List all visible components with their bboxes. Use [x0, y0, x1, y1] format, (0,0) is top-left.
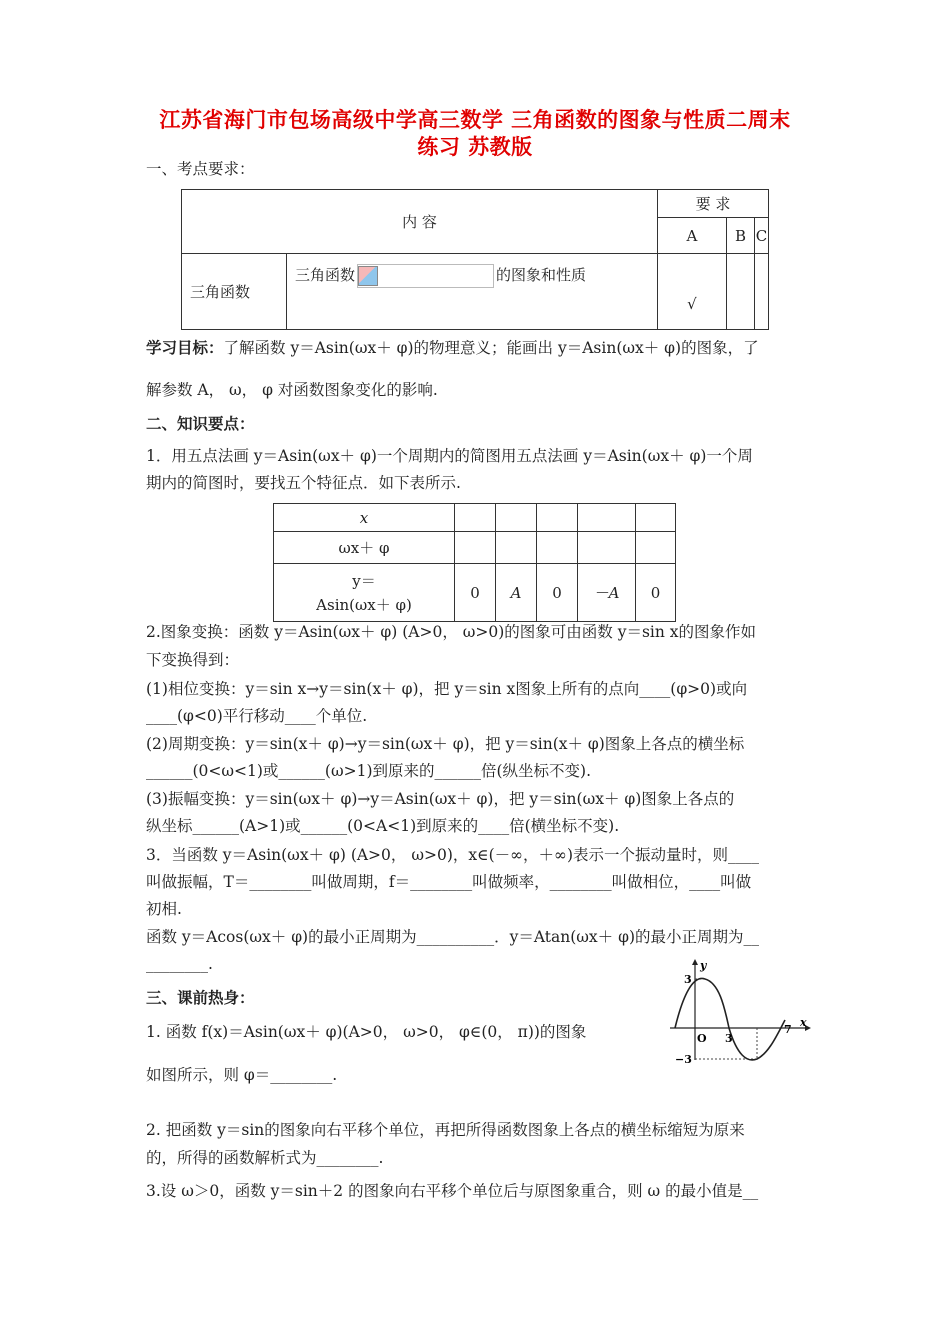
cell-x-3 — [537, 504, 578, 532]
s2-p2-line1: 2.图象变换：函数 y＝Asin(ωx＋ φ) (A>0， ω>0)的图象可由函数 y＝sin x的图象作如 — [146, 623, 757, 641]
section3-heading: 三、课前热身： — [146, 989, 255, 1007]
cell-x-5 — [636, 504, 676, 532]
s2-p6-line2: 叫做振幅，T＝________叫做周期，f＝________叫做频率，________叫做相位，____叫做 — [146, 873, 752, 891]
cell-y-1: 0 — [455, 564, 496, 622]
s2-p6-line1: 3．当函数 y＝Asin(ωx＋ φ) (A>0， ω>0)，x∈(－∞，＋∞)表示一个振动量时，则____ — [146, 846, 760, 864]
x-tick-7-label: 7 — [784, 1023, 792, 1036]
s3-q3-line1: 3.设 ω＞0，函数 y＝sin＋2 的图象向右平移个单位后与原图象重合，则 ω 的最小值是__ — [146, 1182, 759, 1200]
s2-p4-line2: ______(0<ω<1)或______(ω>1)到原来的______倍(纵坐标不变). — [146, 762, 592, 780]
s2-p4-line1: (2)周期变换：y＝sin(x＋ φ)→y＝sin(ωx＋ φ)，把 y＝sin(x＋ φ)图象上各点的横坐标 — [146, 735, 745, 753]
origin-label: O — [697, 1032, 707, 1045]
goals-label: 学习目标： — [146, 339, 224, 357]
y-axis-label: y — [700, 959, 707, 972]
five-point-table — [273, 503, 676, 622]
x-tick-3-label: 3 — [725, 1032, 733, 1045]
col-content-header: 内 容 — [182, 190, 658, 254]
check-mark: √ — [687, 295, 697, 313]
check-a — [657, 254, 726, 330]
cell-wx-5 — [636, 532, 676, 564]
cell-x-1 — [455, 504, 496, 532]
s2-p7-line2: ________. — [146, 955, 213, 973]
row-item-before: 三角函数 — [295, 266, 356, 284]
goals-text-1: 了解函数 y＝Asin(ωx＋ φ)的物理意义；能画出 y＝Asin(ωx＋ φ)的图象，了 — [223, 339, 759, 357]
x-axis-label: x — [800, 1016, 807, 1029]
s2-p2-line2: 下变换得到： — [146, 651, 240, 669]
level-a: A — [657, 218, 726, 254]
s2-p1-line2: 期内的简图时，要找五个特征点．如下表所示. — [146, 474, 461, 492]
s2-p3-line1: (1)相位变换：y＝sin x→y＝sin(x＋ φ)，把 y＝sin x图象上所有的点向____(φ>0)或向 — [146, 680, 748, 698]
s2-p5-line1: (3)振幅变换：y＝sin(ωx＋ φ)→y＝Asin(ωx＋ φ)，把 y＝sin(ωx＋ φ)图象上各点的 — [146, 790, 735, 808]
row-y-bottom: Asin(ωx＋ φ) — [316, 595, 412, 614]
cell-x-4 — [578, 504, 636, 532]
broken-image-placeholder — [357, 264, 494, 288]
row-y-label — [274, 564, 455, 622]
check-c — [754, 254, 768, 330]
page-title-line1: 江苏省海门市包场高级中学高三数学 三角函数的图象与性质二周末 — [159, 108, 791, 132]
s3-q1-line1: 1. 函数 f(x)＝Asin(ωx＋ φ)(A>0， ω>0， φ∈(0， π))的图象 — [146, 1023, 587, 1041]
goals-line2: 解参数 A， ω， φ 对函数图象变化的影响. — [146, 381, 438, 399]
y-max-label: 3 — [684, 973, 692, 986]
cell-y-3: 0 — [537, 564, 578, 622]
s3-q1-line2: 如图所示，则 φ＝________. — [146, 1066, 338, 1084]
cell-y-5: 0 — [636, 564, 676, 622]
requirements-table — [181, 189, 769, 330]
y-min-label: −3 — [675, 1053, 692, 1065]
cell-wx-3 — [537, 532, 578, 564]
s2-p7-line1: 函数 y＝Acos(ωx＋ φ)的最小正周期为__________．y＝Atan(ωx＋ φ)的最小正周期为__ — [146, 928, 759, 946]
y-axis-arrow — [692, 959, 698, 965]
image-icon — [358, 266, 378, 286]
cell-y-4: －A — [578, 564, 636, 622]
s3-q2-line2: 的，所得的函数解析式为________. — [146, 1149, 384, 1167]
row-item-after: 的图象和性质 — [496, 266, 587, 284]
level-b: B — [726, 218, 754, 254]
check-b — [726, 254, 754, 330]
cell-x-2 — [496, 504, 537, 532]
cell-y-2: A — [496, 564, 537, 622]
cell-wx-2 — [496, 532, 537, 564]
row-wx-label: ωx＋ φ — [274, 532, 455, 564]
page-title-line2: 练习 苏教版 — [417, 135, 533, 159]
s2-p3-line2: ____(φ<0)平行移动____个单位. — [146, 707, 368, 725]
row-item — [287, 254, 658, 330]
s2-p5-line2: 纵坐标______(A>1)或______(0<A<1)到原来的____倍(横坐标不变). — [146, 817, 620, 835]
sine-curve — [675, 978, 785, 1059]
col-req-header: 要 求 — [657, 190, 768, 218]
sine-graph — [665, 955, 815, 1065]
section1-heading: 一、考点要求： — [146, 160, 255, 178]
s2-p1-line1: 1．用五点法画 y＝Asin(ωx＋ φ)一个周期内的简图用五点法画 y＝Asin(ωx＋ φ)一个周 — [146, 447, 753, 465]
cell-wx-1 — [455, 532, 496, 564]
row-topic: 三角函数 — [182, 254, 287, 330]
level-c: C — [754, 218, 768, 254]
section2-heading: 二、知识要点： — [146, 415, 255, 433]
s2-p6-line3: 初相. — [146, 900, 182, 918]
row-x-label: x — [274, 504, 455, 532]
goals-line1 — [146, 337, 759, 359]
cell-wx-4 — [578, 532, 636, 564]
row-y-top: y＝ — [352, 571, 376, 590]
s3-q2-line1: 2. 把函数 y＝sin的图象向右平移个单位，再把所得函数图象上各点的横坐标缩短为原来 — [146, 1121, 745, 1139]
